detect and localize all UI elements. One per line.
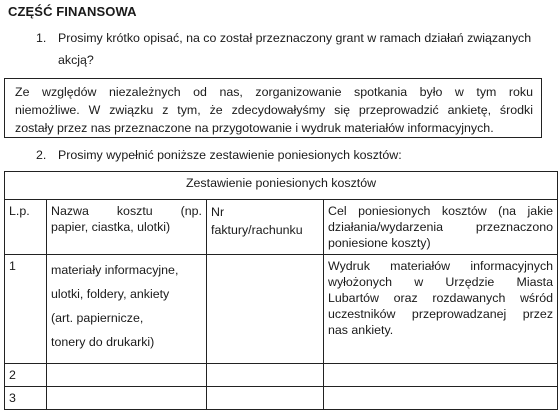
- question-1: [36, 27, 556, 71]
- answer-1-line: zostały przez nas przeznaczone na przygotowanie i wydruk materiałów informacyjnych.: [15, 121, 494, 135]
- row-cost-name-line: ulotki, foldery, ankiety: [51, 287, 170, 301]
- row-cost-name-line: (art. papiernicze,: [51, 311, 144, 325]
- header-invoice: [207, 200, 324, 255]
- row-purpose-line: nas ankiety.: [328, 323, 394, 337]
- row-cost-name-line: materiały informacyjne,: [51, 263, 179, 277]
- costs-table: [4, 171, 558, 410]
- row-purpose-line: Wydruk materiałów informacyjnych: [328, 259, 554, 273]
- costs-table-caption: Zestawienie poniesionych kosztów: [5, 172, 558, 200]
- row-invoice: [207, 255, 324, 364]
- header-invoice-line: Nr: [211, 205, 225, 219]
- answer-1-line: Ze względów niezależnych od nas, zorganizowanie spotkania było w tym roku: [15, 85, 533, 99]
- row-purpose-line: uczestników przeprowadzanej przez: [328, 307, 554, 321]
- header-purpose-line: poniesione koszty): [328, 236, 431, 250]
- row-lp: 2: [5, 364, 47, 387]
- row-cost-name: [47, 255, 207, 364]
- row-invoice: [207, 387, 324, 410]
- table-row: [5, 364, 558, 387]
- table-row: [5, 255, 558, 364]
- header-invoice-line: faktury/rachunku: [211, 223, 303, 237]
- row-purpose-line: Lubartów oraz rozdawanych wśród: [328, 291, 554, 305]
- row-invoice: [207, 364, 324, 387]
- question-1-text-line2: akcją?: [58, 53, 94, 67]
- row-purpose: [324, 255, 558, 364]
- row-cost-name: [47, 387, 207, 410]
- row-purpose: [324, 387, 558, 410]
- header-purpose-line: działania/wydarzenia przeznaczono: [328, 220, 554, 234]
- row-purpose-line: wyłożonych w Urzędzie Miasta: [328, 275, 554, 289]
- row-cost-name: [47, 364, 207, 387]
- question-2: [36, 148, 402, 162]
- row-lp: 3: [5, 387, 47, 410]
- header-cost-name-line: Nazwa kosztu (np.: [51, 204, 202, 218]
- header-lp: L.p.: [5, 200, 47, 255]
- header-purpose: [324, 200, 558, 255]
- answer-1-box: [4, 78, 542, 138]
- row-purpose: [324, 364, 558, 387]
- header-purpose-line: Cel poniesionych kosztów (na jakie: [328, 204, 554, 218]
- row-cost-name-line: tonery do drukarki): [51, 335, 155, 349]
- table-row: [5, 387, 558, 410]
- question-2-number: 2.: [36, 148, 47, 162]
- row-lp: 1: [5, 255, 47, 364]
- question-1-number: 1.: [36, 31, 47, 45]
- section-title: CZĘŚĆ FINANSOWA: [8, 4, 137, 19]
- costs-table-header-row: [5, 200, 558, 255]
- question-1-text-line1: Prosimy krótko opisać, na co został przeznaczony grant w ramach działań związanych: [58, 31, 532, 45]
- header-cost-name: [47, 200, 207, 255]
- answer-1-line: niemożliwe. W związku z tym, że zdecydowałyśmy się przeprowadzić ankietę, środki: [15, 103, 533, 117]
- question-2-text: Prosimy wypełnić poniższe zestawienie poniesionych kosztów:: [58, 148, 402, 162]
- header-cost-name-line: papier, ciastka, ulotki): [51, 220, 171, 234]
